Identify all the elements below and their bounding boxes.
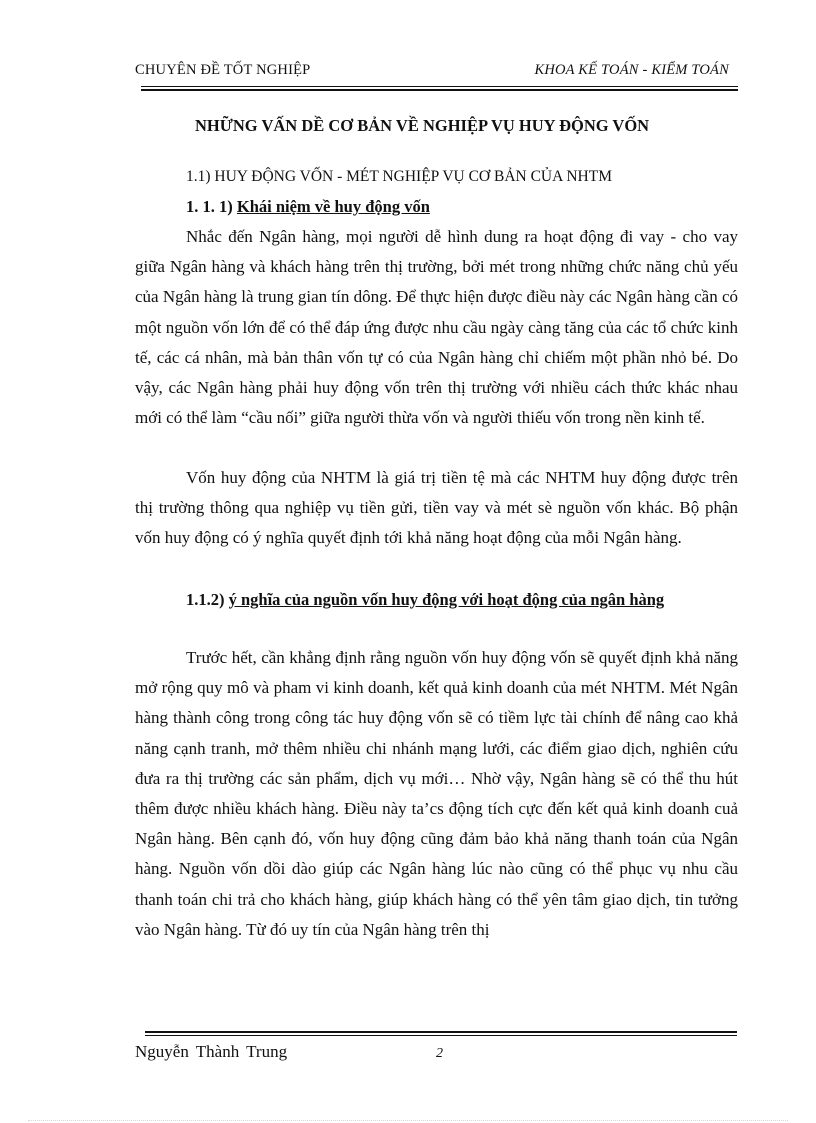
subsection-number-2: 1.1.2): [186, 590, 229, 609]
section-heading: 1.1) HUY ĐỘNG VỐN - MÉT NGHIỆP VỤ CƠ BẢN CỦA NHTM: [186, 168, 612, 185]
footer-rule-top: [145, 1031, 737, 1033]
subsection-label-2: ý nghĩa của nguồn vốn huy động với hoạt động của ngân hàng: [228, 590, 665, 609]
subsection-number-1: 1. 1. 1): [186, 197, 237, 216]
subsection-label-1: Khái niệm về huy động vốn: [236, 197, 430, 216]
subsection-heading-1: [186, 197, 430, 217]
page-title: NHỮNG VẤN DỀ CƠ BẢN VỀ NGHIỆP VỤ HUY ĐỘNG VỐN: [195, 116, 650, 135]
footer-rule-bottom: [145, 1035, 737, 1036]
paragraph-3: [135, 643, 738, 945]
header-rule-top: [141, 86, 738, 87]
header-rule-bottom: [141, 89, 738, 91]
page-edge-divider: [28, 1120, 788, 1121]
footer-author: Nguyễn Thành Trung: [135, 1042, 288, 1061]
page-number: 2: [436, 1046, 443, 1061]
paragraph-text: Nhắc đến Ngân hàng, mọi người dễ hình dung ra hoạt động đi vay - cho vay giữa Ngân hàng và khách hàng trên thị trường, bởi mét trong những chức năng chủ yếu của Ngân hàng là trung gian tín dông. Để thực hiện được điều này các Ngân hàng cần có một nguồn vốn lớn để có thể đáp ứng được nhu cầu ngày càng tăng của các tổ chức kinh tế, các cá nhân, mà bản thân vốn tự có của Ngân hàng chỉ chiếm một phần nhỏ bé. Do vậy, các Ngân hàng phải huy động vốn trên thị trường với nhiều cách thức khác nhau mới có thể làm “cầu nối” giữa người thừa vốn và người thiếu vốn trong nền kinh tế.: [135, 227, 738, 428]
paragraph-text: Trước hết, cần khẳng định rằng nguồn vốn huy động vốn sẽ quyết định khả năng mở rộng quy mô và pham vi kinh doanh, kết quả kinh doanh của mét NHTM. Mét Ngân hàng thành công trong công tác huy động vốn sẽ có tiềm lực tài chính để nâng cao khả năng cạnh tranh, mở thêm nhiều chi nhánh mạng lưới, các điểm giao dịch, nghiên cứu đưa ra thị trường các sản phẩm, dịch vụ mới… Nhờ vậy, Ngân hàng sẽ có thể thu hút thêm được nhiều khách hàng. Điều này ta’cs động tích cực đến kết quả kinh doanh cuả Ngân hàng. Bên cạnh đó, vốn huy động cũng đảm bảo khả năng thanh toán của Ngân hàng. Nguồn vốn dồi dào giúp các Ngân hàng lúc nào cũng có thể phục vụ nhu cầu thanh toán chi trả cho khách hàng, giúp khách hàng có thể yên tâm giao dịch, tin tưởng vào Ngân hàng. Từ đó uy tín của Ngân hàng trên thị: [135, 648, 738, 939]
subsection-heading-2: [135, 586, 743, 614]
paragraph-2: [135, 463, 738, 554]
paragraph-text: Vốn huy động của NHTM là giá trị tiền tệ mà các NHTM huy động được trên thị trường thông qua nghiệp vụ tiền gửi, tiền vay và mét sè nguồn vốn khác. Bộ phận vốn huy động có ý nghĩa quyết định tới khả năng hoạt động của mỗi Ngân hàng.: [135, 468, 738, 548]
header-right: KHOA KẾ TOÁN - KIỂM TOÁN: [534, 62, 729, 78]
paragraph-1: [135, 222, 738, 433]
header-left: CHUYÊN ĐỀ TỐT NGHIỆP: [135, 62, 311, 78]
